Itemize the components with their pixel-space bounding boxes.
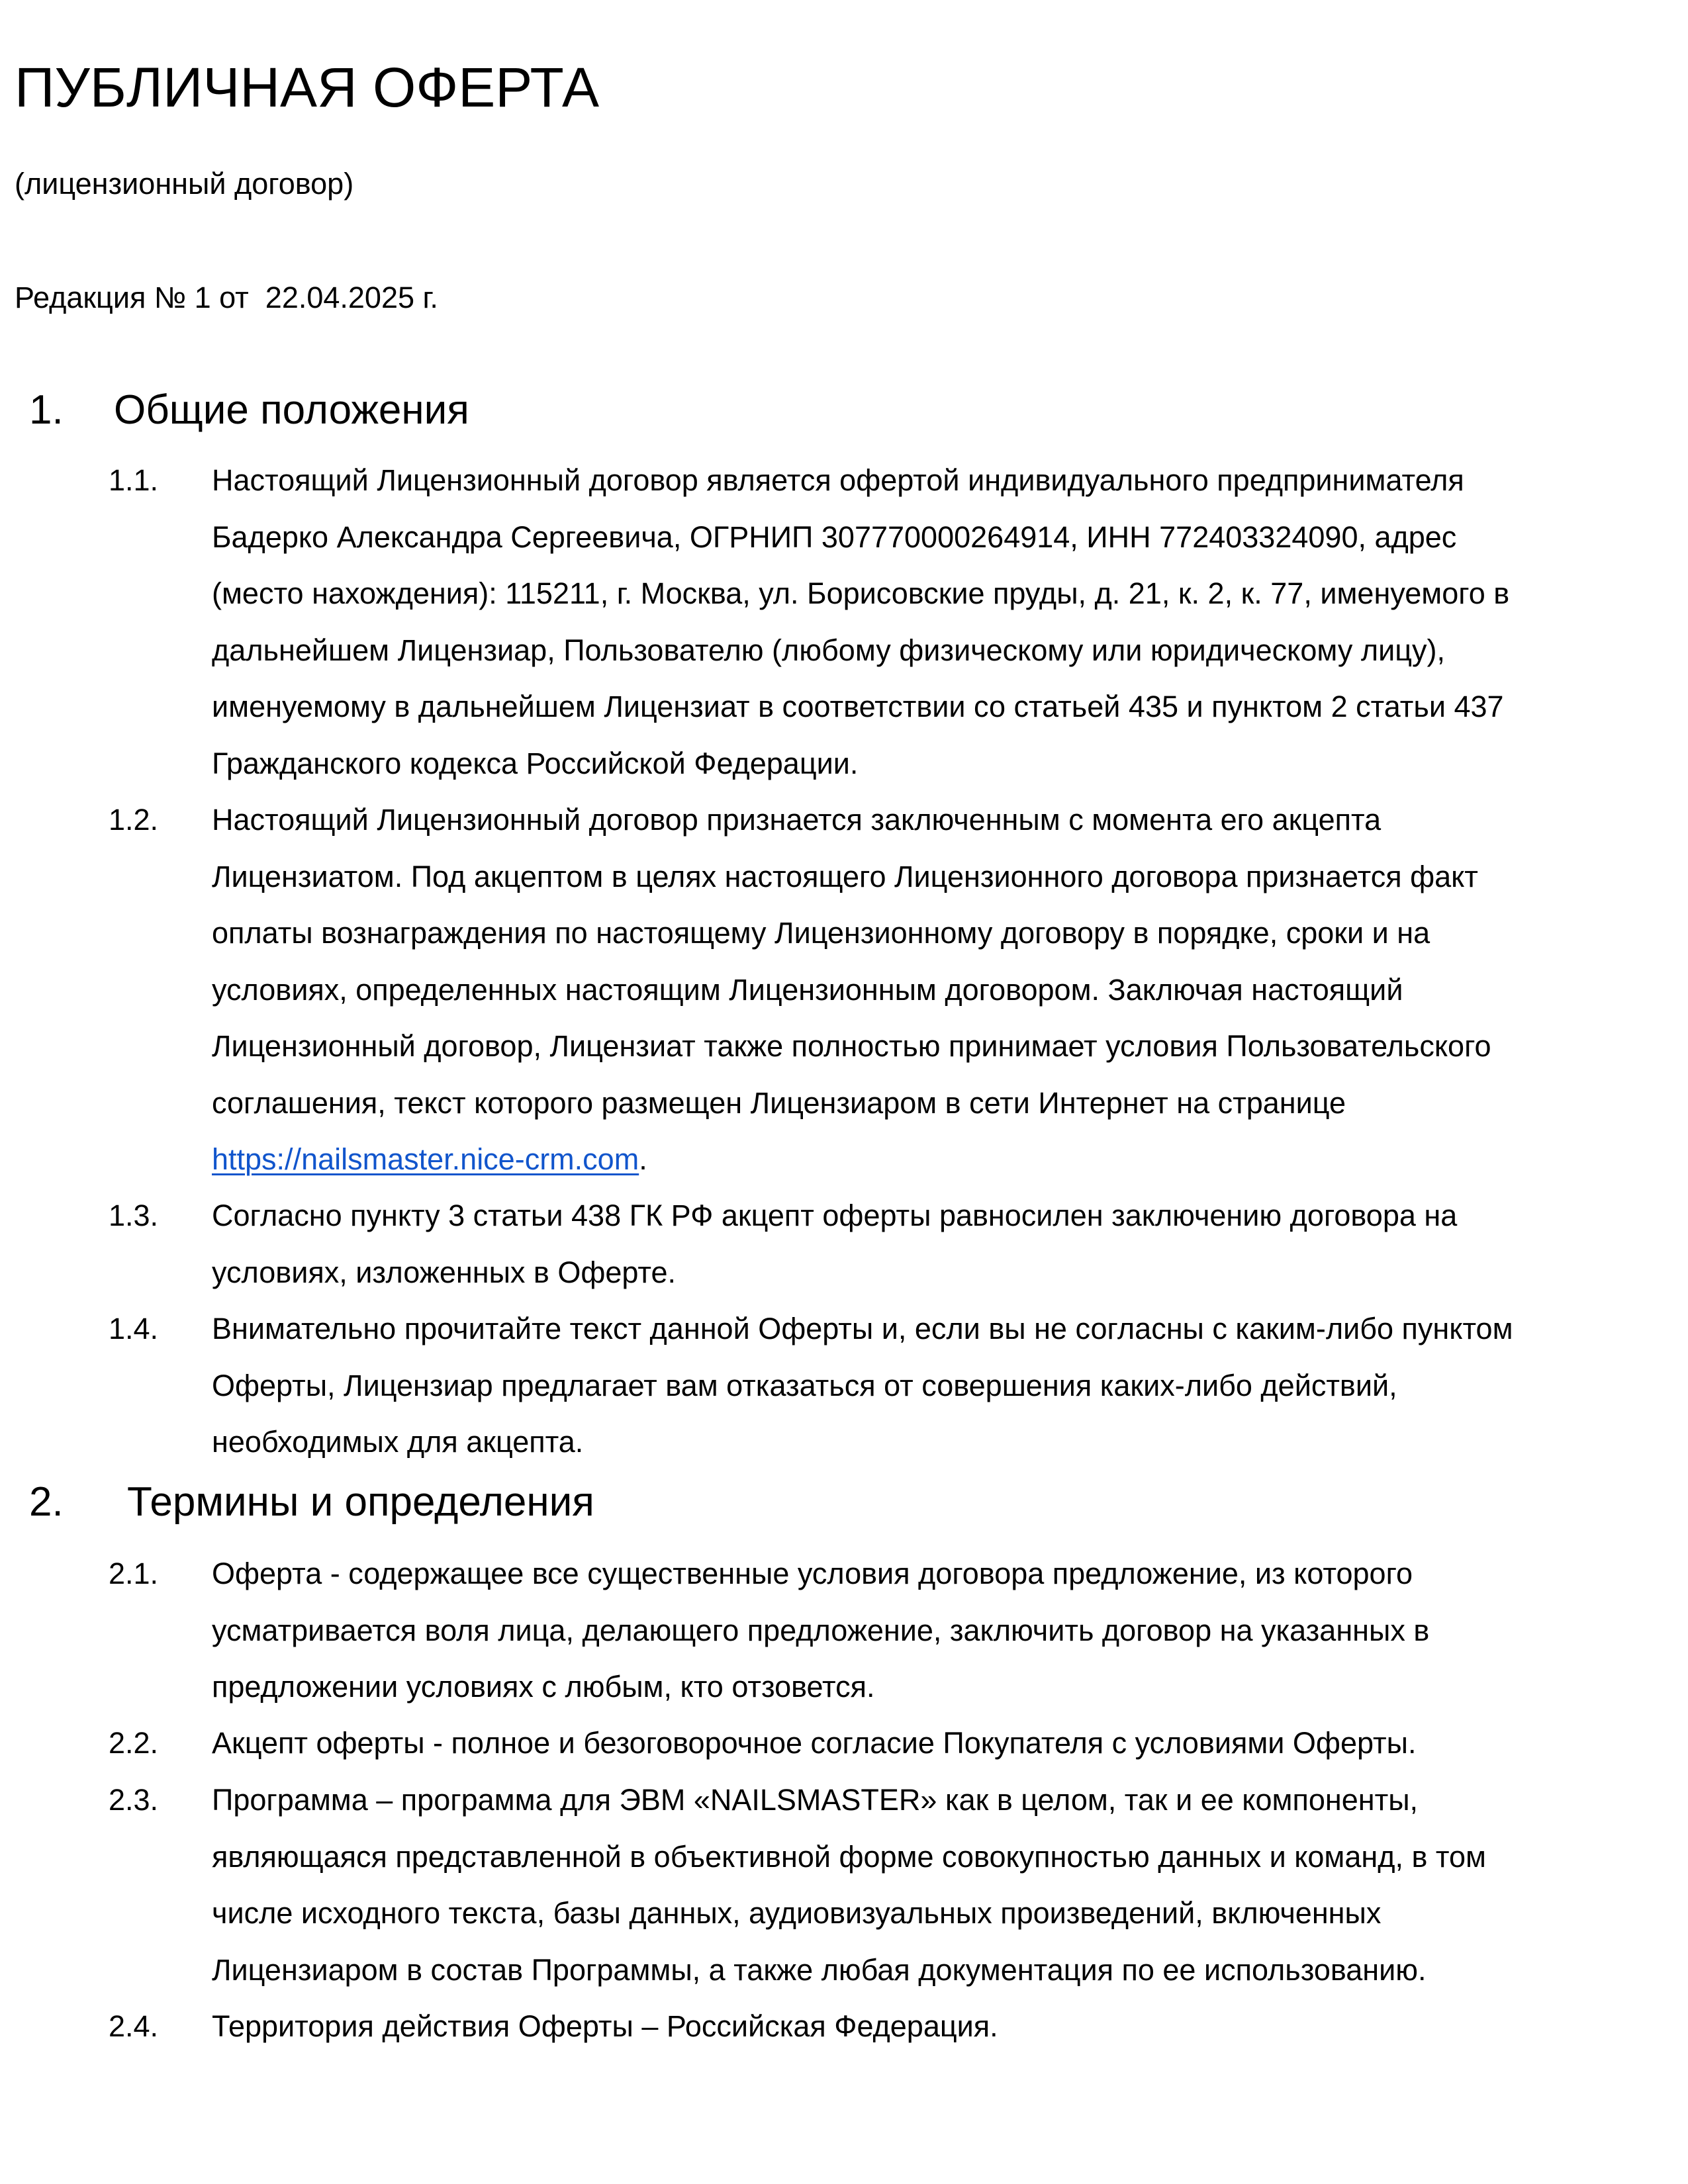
clause-number: 2.4. — [109, 2009, 159, 2043]
text-line: предложении условиях с любым, кто отзовется. — [212, 1670, 875, 1704]
clause-number: 1.2. — [109, 803, 159, 837]
text-line: именуемому в дальнейшем Лицензиат в соответствии со статьей 435 и пунктом 2 статьи 437 — [212, 690, 1504, 723]
text-line: (место нахождения): 115211, г. Москва, ул. Борисовские пруды, д. 21, к. 2, к. 77, именуемого в — [212, 576, 1510, 610]
clause-number: 1.3. — [109, 1199, 159, 1232]
text-line: Оферта - содержащее все существенные условия договора предложение, из которого — [212, 1557, 1413, 1590]
text-line: Лицензионный договор, Лицензиат также полностью принимает условия Пользовательского — [212, 1029, 1491, 1063]
edition-line: Редакция № 1 от 22.04.2025 г. — [15, 281, 438, 314]
text-line: Настоящий Лицензионный договор признается заключенным с момента его акцепта — [212, 803, 1382, 837]
text-line: условиях, определенных настоящим Лицензионным договором. Заключая настоящий — [212, 972, 1403, 1007]
clause-text — [212, 1187, 1668, 1300]
clause-text — [212, 1545, 1668, 1715]
section-title: Общие положения — [114, 387, 469, 433]
clause-text — [212, 1998, 1668, 2055]
text-line: Программа – программа для ЭВМ «NAILSMASTER» как в целом, так и ее компоненты, — [212, 1783, 1419, 1817]
text-line: соглашения, текст которого размещен Лицензиаром в сети Интернет на странице — [212, 1085, 1346, 1120]
clause-number: 2.2. — [109, 1726, 159, 1760]
text-line: условиях, изложенных в Оферте. — [212, 1255, 677, 1289]
clause-text — [212, 792, 1668, 1188]
clause-number: 1.1. — [109, 463, 159, 497]
document-subtitle: (лицензионный договор) — [15, 167, 354, 201]
text-line: являющаяся представленной в объективной форме совокупностью данных и команд, в том — [212, 1839, 1486, 1874]
clause-number: 2.1. — [109, 1557, 159, 1590]
text-line: Бадерко Александра Сергеевича, ОГРНИП 307770000264914, ИНН 772403324090, адрес — [212, 520, 1457, 554]
text-line: усматривается воля лица, делающего предложение, заключить договор на указанных в — [212, 1613, 1430, 1647]
text-line: Оферты, Лицензиар предлагает вам отказаться от совершения каких-либо действий, — [212, 1368, 1397, 1402]
clause-text — [212, 1772, 1668, 1998]
text-line: Гражданского кодекса Российской Федерации. — [212, 746, 859, 780]
text-line: Лицензиаром в состав Программы, а также любая документация по ее использованию. — [212, 1952, 1427, 1987]
text-line: Территория действия Оферты – Российская Федерация. — [212, 2009, 998, 2043]
text-line: Настоящий Лицензионный договор является офертой индивидуального предпринимателя — [212, 463, 1464, 497]
section-number: 1. — [29, 387, 64, 433]
section-number: 2. — [29, 1479, 64, 1525]
link-suffix: . — [639, 1142, 647, 1176]
text-line: оплаты вознаграждения по настоящему Лицензионному договору в порядке, сроки и на — [212, 916, 1430, 950]
text-line: Акцепт оферты - полное и безоговорочное согласие Покупателя с условиями Оферты. — [212, 1726, 1417, 1760]
link-line — [212, 1131, 1668, 1188]
text-line: Лицензиатом. Под акцептом в целях настоящего Лицензионного договора признается факт — [212, 859, 1478, 893]
text-line: необходимых для акцепта. — [212, 1425, 584, 1459]
clause-text — [212, 1300, 1668, 1471]
section-title: Термины и определения — [127, 1479, 594, 1525]
document-title: ПУБЛИЧНАЯ ОФЕРТА — [15, 56, 600, 118]
clause-number: 1.4. — [109, 1312, 159, 1345]
text-line: Согласно пункту 3 статьи 438 ГК РФ акцепт оферты равносилен заключению договора на — [212, 1199, 1458, 1232]
text-line: числе исходного текста, базы данных, аудиовизуальных произведений, включенных — [212, 1896, 1382, 1930]
clause-number: 2.3. — [109, 1783, 159, 1817]
text-line: дальнейшем Лицензиар, Пользователю (любому физическому или юридическому лицу), — [212, 633, 1445, 667]
clause-text — [212, 452, 1668, 792]
user-agreement-link[interactable]: https://nailsmaster.nice-crm.com — [212, 1142, 639, 1176]
text-line: Внимательно прочитайте текст данной Оферты и, если вы не согласны с каким-либо пунктом — [212, 1312, 1513, 1345]
clause-text — [212, 1715, 1668, 1772]
